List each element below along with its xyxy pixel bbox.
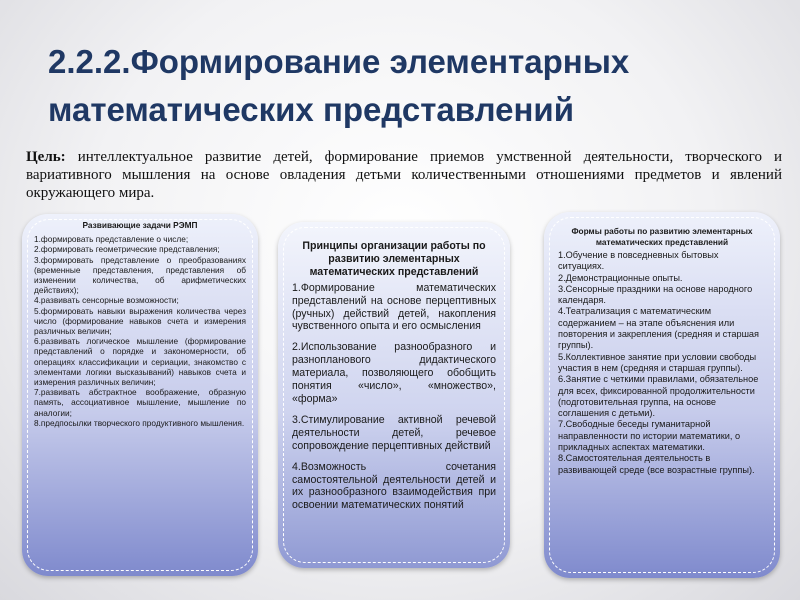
list-item: 7.развивать абстрактное воображение, образную память, ассоциативное мышление, мышление по аналогии; <box>34 387 246 418</box>
goal-text: интеллектуальное развитие детей, формирование приемов умственной деятельности, творческого и вариативного мышления на основе овладения детьми количественными отношениями предметов и явлений окружающего мира. <box>26 149 783 201</box>
list-item: 4.Возможность сочетания самостоятельной деятельности детей и их разнообразного взаимодействия при освоении математических понятий <box>292 460 496 512</box>
card-work-forms <box>544 212 780 578</box>
slide-title: 2.2.2.Формирование элементарных математических представлений <box>48 43 630 128</box>
goal-paragraph <box>26 148 782 202</box>
list-item: 1.Формирование математических представлений на основе перцептивных (ручных) действий детей, накопления чувственного опыта и его осмысления <box>292 281 496 333</box>
list-item: 5.формировать навыки выражения количества через число (формирование навыков счета и измерения различных величин; <box>34 305 246 337</box>
list-item: 4.развивать сенсорные возможности; <box>34 295 179 306</box>
list-item: 4.Театрализация с математическим содержанием – на этапе объяснения или повторения и закрепления (средняя и старшая группы). <box>558 306 760 351</box>
card-title: Формы работы по развитию элементарных математических представлений <box>571 226 753 247</box>
list-item: 2.формировать геометрические представления; <box>34 244 220 255</box>
list-item: 7.Свободные беседы гуманитарной направленности по истории математики, о прикладных аспектах математики. <box>558 419 741 453</box>
list-item: 3.Сенсорные праздники на основе народного календаря. <box>558 283 753 306</box>
list-item: 1.формировать представление о числе; <box>34 234 189 245</box>
list-item: 2.Демонстрационные опыты. <box>558 272 683 283</box>
list-item: 1.Обучение в повседневных бытовых ситуациях. <box>558 250 719 272</box>
list-item: 8.предпосылки творческого продуктивного мышления. <box>34 417 245 428</box>
list-item: 5.Коллективное занятие при условии свободы участия в нем (средняя и старшая группы). <box>558 351 757 373</box>
card-title: Развивающие задачи РЭМП <box>82 220 198 230</box>
card-title: Принципы организации работы по развитию элементарных математических представлений <box>302 240 486 278</box>
card-development-tasks <box>22 214 258 576</box>
list-item: 6.Занятие с четкими правилами, обязательное для всех, фиксированной продолжительности (подготовительная группа, на основе соглашения с детьми). <box>558 374 759 419</box>
list-item: 2.Использование разнообразного и разнопланового дидактического материала, позволяющего обобщить понятия «число», «множество», «форма» <box>292 341 496 405</box>
card-principles <box>278 222 510 568</box>
list-item: 6.развивать логическое мышление (формирование представлений о порядке и закономерности, об операциях классификации и сериации, знакомство с элементами логики высказываний) навыков счета и измерения различных величин; <box>34 336 246 388</box>
list-item: 3.формировать представление о преобразованиях (временные представления, представления об изменении количества, об арифметических действиях); <box>34 254 246 296</box>
list-item: 8.Самостоятельная деятельность в развивающей среде (все возрастные группы). <box>558 453 755 475</box>
list-item: 3.Стимулирование активной речевой деятельности детей, речевое сопровождение перцептивных действий <box>292 413 496 452</box>
goal-label: Цель: <box>26 149 66 165</box>
